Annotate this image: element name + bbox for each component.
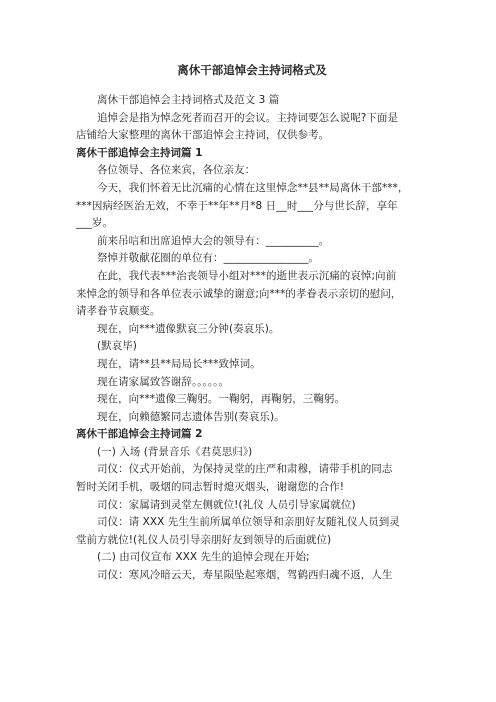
paragraph: 司仪：寒风冷暗云天，寿星陨坠起寒烟，驾鹤西归魂不返，人生	[97, 569, 393, 582]
paragraph: (二) 由司仪宣布 XXX 先生的追悼会现在开始;	[97, 551, 310, 564]
paragraph: (默哀毕)	[97, 340, 137, 353]
paragraph: 各位领导、各位来宾，各位亲友：	[97, 164, 256, 177]
section-heading-2: 离休干部追悼会主持词篇 2	[76, 428, 203, 441]
paragraph	[76, 268, 428, 321]
intro-paragraph	[76, 110, 428, 145]
paragraph: 前来吊唁和出席追悼大会的领导有：__________。	[97, 234, 330, 247]
paragraph	[76, 461, 428, 496]
paragraph-line: 司仪：请 XXX 先生生前所属单位领导和亲朋好友随礼仪人员到灵	[97, 516, 400, 529]
paragraph	[76, 514, 428, 549]
paragraph: 现在，请**县**局局长***致悼词。	[97, 357, 261, 370]
section-heading-1: 离休干部追悼会主持词篇 1	[76, 146, 203, 159]
paragraph: 现在，向***遗像三鞠躬。一鞠躬，再鞠躬，三鞠躬。	[97, 393, 345, 406]
paragraph: 现在，向赖德繁同志遗体告别(奏哀乐)。	[97, 410, 285, 423]
paragraph: 现在请家属致答谢辞。。。。。。	[97, 375, 229, 388]
paragraph: (一) 入场 (背景音乐《君莫思归》)	[97, 445, 253, 458]
paragraph-line: 请孝眷节哀顺变。	[76, 305, 161, 318]
intro-line: 追悼会是指为悼念死者而召开的会议。主持词要怎么说呢?下面是	[97, 111, 399, 124]
paragraph: 现在，向***遗像默哀三分钟(奏哀乐)。	[97, 322, 280, 335]
paragraph-line: 在此，我代表***治丧领导小组对***的逝世表示沉痛的哀悼;向前	[97, 269, 397, 282]
paragraph: 司仪：家属请到灵堂左侧就位!(礼仪 人员引导家属就位)	[97, 498, 356, 511]
document-title: 离休干部追悼会主持词格式及	[177, 63, 327, 77]
paragraph-line: ___岁。	[76, 217, 113, 230]
paragraph-line: 今天，我们怀着无比沉痛的心情在这里悼念**县**局离休干部***，	[97, 181, 409, 194]
paragraph-line: 来悼念的领导和各单位表示诚挚的谢意;向***的孝眷表示亲切的慰问，	[76, 287, 402, 300]
paragraph-line: 司仪：仪式开始前，为保持灵堂的庄严和肃穆，请带手机的同志	[97, 463, 393, 476]
paragraph-line: ***因病经医治无效，不幸于**年**月*8 日__时___分与世长辞，享年	[76, 199, 398, 212]
paragraph: 祭悼并敬献花圈的单位有：________________。	[97, 252, 319, 265]
intro-subtitle: 离休干部追悼会主持词格式及范文 3 篇	[97, 94, 280, 106]
paragraph	[76, 180, 428, 233]
paragraph-line: 堂前方就位!(礼仪人员引导亲朋好友到领导的后面就位)	[76, 533, 332, 546]
paragraph-line: 暂时关闭手机，吸烟的同志暂时熄灭烟头，谢谢您的合作!	[76, 481, 345, 494]
intro-line: 店铺给大家整理的离休干部追悼会主持词，仅供参考。	[76, 129, 330, 142]
